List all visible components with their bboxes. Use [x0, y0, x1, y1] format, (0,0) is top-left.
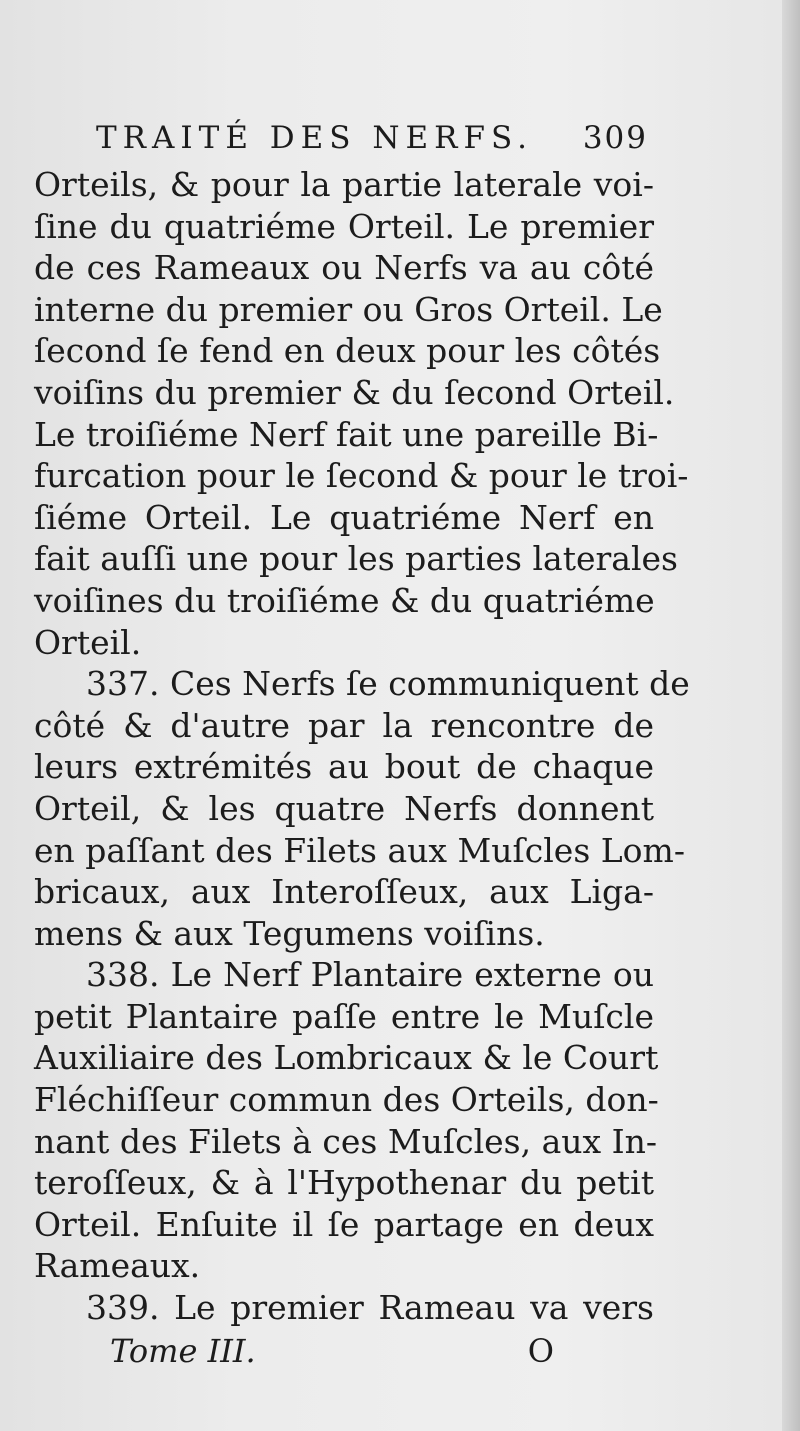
text-line: 339. Le premier Rameau va vers [86, 1288, 654, 1328]
text-line: Orteil. [34, 622, 142, 662]
text-line: leurs extrémités au bout de chaque [34, 747, 654, 787]
text-line: furcation pour le ſecond & pour le troi- [34, 456, 689, 496]
text-line: Rameaux. [34, 1246, 201, 1286]
volume-label: Tome III. [110, 1331, 256, 1370]
body-text [34, 164, 690, 1329]
text-block [34, 112, 690, 1373]
text-line: mens & aux Tegumens voiſins. [34, 913, 545, 953]
text-line: petit Plantaire paſſe entre le Muſcle [34, 996, 654, 1036]
text-line: ſecond ſe fend en deux pour les côtés [34, 331, 661, 371]
text-line: côté & d'autre par la rencontre de [34, 705, 654, 745]
page-footer [34, 1329, 654, 1373]
text-line: en paſſant des Filets aux Muſcles Lom- [34, 830, 685, 870]
signature-mark: O [527, 1331, 554, 1370]
text-line: voiſines du troiſiéme & du quatriéme [34, 580, 655, 620]
text-line: Orteil. Enſuite il ſe partage en deux [34, 1204, 654, 1244]
page-edge-shadow [782, 0, 800, 1431]
text-line: voiſins du premier & du ſecond Orteil. [34, 372, 675, 412]
text-line: nant des Filets à ces Muſcles, aux In- [34, 1121, 658, 1161]
text-line: ſine du quatriéme Orteil. Le premier [34, 206, 654, 246]
text-line: Fléchiſſeur commun des Orteils, don- [34, 1080, 659, 1120]
text-line: teroſſeux, & à l'Hypothenar du petit [34, 1163, 654, 1203]
running-head [34, 112, 654, 164]
text-line: fait auſſi une pour les parties laterales [34, 539, 678, 579]
running-title: TRAITÉ DES NERFS. [96, 120, 533, 156]
text-line: 337. Ces Nerfs ſe communiquent de [86, 664, 690, 704]
page-number: 309 [582, 120, 648, 156]
text-line: Orteils, & pour la partie laterale voi- [34, 165, 654, 204]
text-line: de ces Rameaux ou Nerfs va au côté [34, 248, 654, 288]
text-line: ſiéme Orteil. Le quatriéme Nerf en [34, 497, 654, 537]
text-line: Le troiſiéme Nerf fait une pareille Bi- [34, 414, 659, 454]
text-line: interne du premier ou Gros Orteil. Le [34, 289, 663, 329]
text-line: bricaux, aux Interoſſeux, aux Liga- [34, 872, 654, 912]
text-line: Auxiliaire des Lombricaux & le Court [34, 1038, 659, 1078]
text-line: Orteil, & les quatre Nerfs donnent [34, 788, 654, 828]
text-line: 338. Le Nerf Plantaire externe ou [86, 955, 654, 995]
